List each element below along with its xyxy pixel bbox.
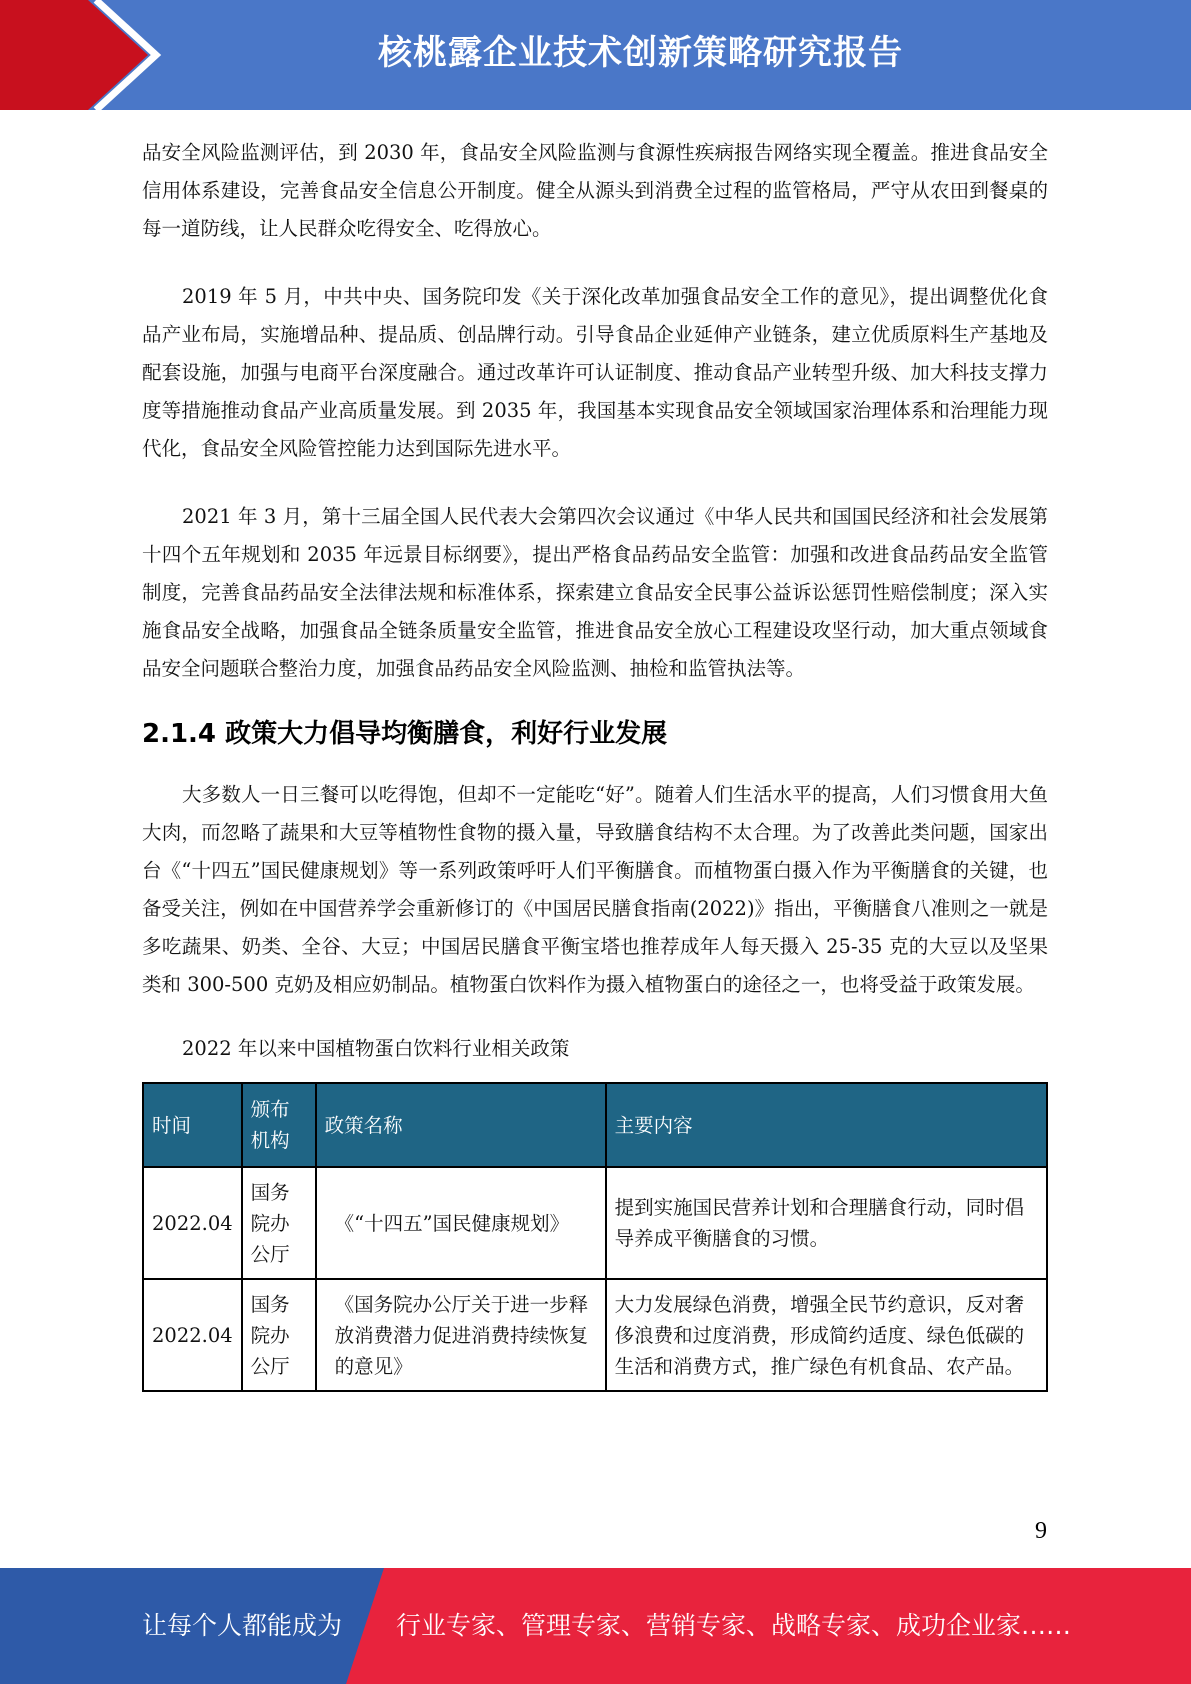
table-row <box>143 1279 1047 1391</box>
cell-org: 国务院办公厅 <box>242 1279 316 1391</box>
cell-content: 提到实施国民营养计划和合理膳食行动，同时倡导养成平衡膳食的习惯。 <box>606 1167 1047 1279</box>
paragraph-1: 品安全风险监测评估，到 2030 年，食品安全风险监测与食源性疾病报告网络实现全覆盖。推进食品安全信用体系建设，完善食品安全信息公开制度。健全从源头到消费全过程的监管格局，严守从农田到餐桌的每一道防线，让人民群众吃得安全、吃得放心。 <box>142 141 1048 240</box>
page-footer <box>0 1568 1191 1684</box>
header-content: 主要内容 <box>606 1083 1047 1167</box>
policy-table <box>142 1082 1048 1392</box>
header-time: 时间 <box>143 1083 242 1167</box>
table-row <box>143 1167 1047 1279</box>
header-org: 颁布机构 <box>242 1083 316 1167</box>
table-header-row <box>143 1083 1047 1167</box>
cell-policy-name: 《“十四五”国民健康规划》 <box>316 1167 606 1279</box>
cell-time: 2022.04 <box>143 1167 242 1279</box>
cell-org: 国务院办公厅 <box>242 1167 316 1279</box>
page-content <box>142 134 1048 1392</box>
paragraph-2: 2019 年 5 月，中共中央、国务院印发《关于深化改革加强食品安全工作的意见》，提出调整优化食品产业布局，实施增品种、提品质、创品牌行动。引导食品企业延伸产业链条，建立优质原料生产基地及配套设施，加强与电商平台深度融合。通过改革许可认证制度、推动食品产业转型升级、加大科技支撑力度等措施推动食品产业高质量发展。到 2035 年，我国基本实现食品安全领域国家治理体系和治理能力现代化，食品安全风险管控能力达到国际先进水平。 <box>142 285 1048 460</box>
footer-slogan-right: 行业专家、管理专家、营销专家、战略专家、成功企业家…… <box>396 1611 1072 1640</box>
cell-policy-name: 《国务院办公厅关于进一步释放消费潜力促进消费持续恢复的意见》 <box>316 1279 606 1391</box>
paragraph-3: 2021 年 3 月，第十三届全国人民代表大会第四次会议通过《中华人民共和国国民经济和社会发展第十四个五年规划和 2035 年远景目标纲要》，提出严格食品药品安全监管：加强和改进食品药品安全监管制度，完善食品药品安全法律法规和标准体系，探索建立食品安全民事公益诉讼惩罚性赔偿制度；深入实施食品安全战略，加强食品全链条质量安全监管，推进食品安全放心工程建设攻坚行动，加大重点领域食品安全问题联合整治力度，加强食品药品安全风险监测、抽检和监管执法等。 <box>142 505 1048 680</box>
header-policy-name: 政策名称 <box>316 1083 606 1167</box>
table-caption: 2022 年以来中国植物蛋白饮料行业相关政策 <box>182 1037 570 1060</box>
paragraph-4: 大多数人一日三餐可以吃得饱，但却不一定能吃“好”。随着人们生活水平的提高，人们习惯食用大鱼大肉，而忽略了蔬果和大豆等植物性食物的摄入量，导致膳食结构不太合理。为了改善此类问题，国家出台《“十四五”国民健康规划》等一系列政策呼吁人们平衡膳食。而植物蛋白摄入作为平衡膳食的关键，也备受关注，例如在中国营养学会重新修订的《中国居民膳食指南(2022)》指出，平衡膳食八准则之一就是多吃蔬果、奶类、全谷、大豆；中国居民膳食平衡宝塔也推荐成年人每天摄入 25-35 克的大豆以及坚果类和 300-500 克奶及相应奶制品。植物蛋白饮料作为摄入植物蛋白的途径之一，也将受益于政策发展。 <box>142 783 1048 996</box>
section-heading: 2.1.4 政策大力倡导均衡膳食，利好行业发展 <box>142 719 668 749</box>
cell-content: 大力发展绿色消费，增强全民节约意识，反对奢侈浪费和过度消费，形成简约适度、绿色低碳的生活和消费方式，推广绿色有机食品、农产品。 <box>606 1279 1047 1391</box>
report-title: 核桃露企业技术创新策略研究报告 <box>378 33 903 73</box>
footer-slogan-left: 让每个人都能成为 <box>142 1611 343 1640</box>
cell-time: 2022.04 <box>143 1279 242 1391</box>
page-number: 9 <box>1035 1518 1047 1544</box>
header-red-arrow <box>0 0 148 110</box>
page-header <box>0 0 1191 110</box>
